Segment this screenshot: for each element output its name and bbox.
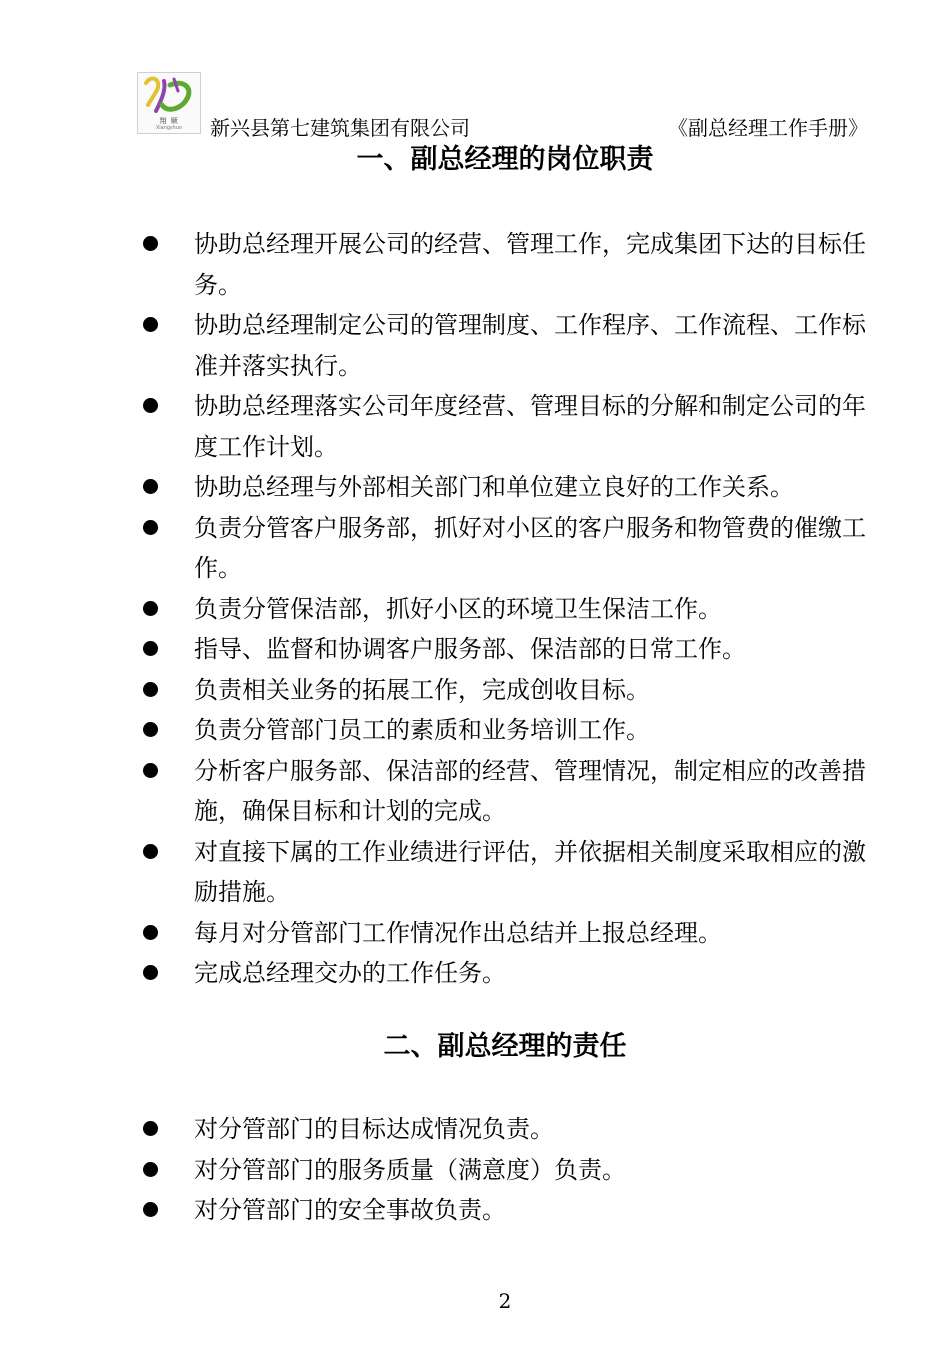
bullet-icon [143, 236, 158, 251]
bullet-icon [143, 682, 158, 697]
bullet-icon [143, 1121, 158, 1136]
list-item-text: 完成总经理交办的工作任务。 [194, 959, 506, 987]
list-item [140, 913, 880, 954]
bullet-icon [143, 398, 158, 413]
list-item-text: 负责分管客户服务部，抓好对小区的客户服务和物管费的催缴工作。 [194, 513, 866, 582]
list-item-text: 负责相关业务的拓展工作，完成创收目标。 [194, 675, 650, 704]
list-item [140, 224, 880, 305]
list-item [140, 1190, 880, 1231]
list-item-text: 负责分管保洁部，抓好小区的环境卫生保洁工作。 [194, 594, 722, 623]
list-item-text: 对分管部门的安全事故负责。 [194, 1196, 506, 1224]
list-item-text: 协助总经理制定公司的管理制度、工作程序、工作流程、工作标准并落实执行。 [194, 311, 866, 380]
list-item-text: 协助总经理与外部相关部门和单位建立良好的工作关系。 [194, 473, 794, 501]
list-item [140, 710, 880, 751]
logo-mark-icon [140, 75, 198, 119]
page-number: 2 [498, 1289, 512, 1313]
bullet-icon [143, 763, 158, 778]
list-item-text: 对分管部门的目标达成情况负责。 [194, 1115, 554, 1143]
logo-text: 翔 顺 [159, 117, 179, 125]
logo-subtext: Xiangshun [155, 125, 183, 131]
bullet-icon [143, 601, 158, 616]
bullet-icon [143, 479, 158, 494]
list-item-text: 协助总经理开展公司的经营、管理工作，完成集团下达的目标任务。 [194, 230, 866, 299]
list-item [140, 751, 880, 832]
bullet-icon [143, 965, 158, 980]
list-item [140, 670, 880, 711]
list-item-text: 协助总经理落实公司年度经营、管理目标的分解和制定公司的年度工作计划。 [194, 392, 866, 461]
list-item [140, 1109, 880, 1150]
bullet-icon [143, 844, 158, 859]
section-title-duties: 一、副总经理的岗位职责 [356, 144, 654, 175]
bullet-icon [143, 317, 158, 332]
list-item [140, 386, 880, 467]
list-item-text: 对分管部门的服务质量（满意度）负责。 [194, 1155, 626, 1184]
list-item-text: 指导、监督和协调客户服务部、保洁部的日常工作。 [194, 635, 746, 663]
list-item-text: 分析客户服务部、保洁部的经营、管理情况，制定相应的改善措施，确保目标和计划的完成。 [194, 756, 866, 825]
bullet-icon [143, 641, 158, 656]
list-item [140, 467, 880, 508]
bullet-icon [143, 925, 158, 940]
bullet-icon [143, 1162, 158, 1177]
list-item-text: 负责分管部门员工的素质和业务培训工作。 [194, 716, 650, 744]
list-item-text: 对直接下属的工作业绩进行评估，并依据相关制度采取相应的激励措施。 [194, 837, 866, 906]
list-item [140, 953, 880, 994]
list-item [140, 305, 880, 386]
header-company-name: 新兴县第七建筑集团有限公司 [210, 116, 470, 140]
bullet-icon [143, 1202, 158, 1217]
list-item [140, 508, 880, 589]
section-title-responsibilities: 二、副总经理的责任 [383, 1031, 627, 1062]
bullet-icon [143, 520, 158, 535]
duties-list [140, 224, 880, 994]
list-item [140, 832, 880, 913]
list-item-text: 每月对分管部门工作情况作出总结并上报总经理。 [194, 918, 722, 947]
header-manual-title: 《副总经理工作手册》 [668, 116, 868, 140]
list-item [140, 589, 880, 630]
responsibilities-list [140, 1109, 880, 1231]
list-item [140, 629, 880, 670]
company-logo [137, 72, 201, 134]
bullet-icon [143, 722, 158, 737]
list-item [140, 1150, 880, 1191]
